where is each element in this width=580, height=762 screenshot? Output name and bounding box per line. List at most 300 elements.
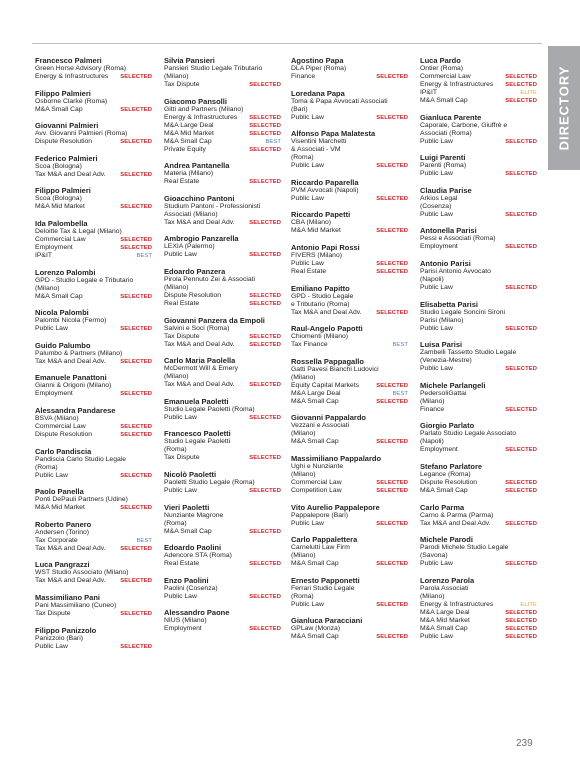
directory-entry bbox=[164, 503, 281, 536]
lawyer-name: Giovanni Panzera da Empoli bbox=[164, 315, 265, 325]
lawyer-name: Paolo Panella bbox=[35, 487, 84, 497]
practice-row bbox=[35, 252, 152, 260]
directory-entry bbox=[35, 219, 152, 260]
practice-area: M&A Small Cap bbox=[291, 438, 339, 446]
practice-area: Energy & Infrastructures bbox=[35, 73, 109, 80]
practice-area: Public Law bbox=[35, 471, 68, 479]
practice-area: Energy & Infrastructures bbox=[420, 600, 494, 608]
firm-line: Legance (Roma) bbox=[420, 470, 471, 478]
firm-line: Green Horse Advisory (Roma) bbox=[35, 65, 127, 72]
practice-row bbox=[35, 577, 152, 585]
practice-area: Competition Law bbox=[291, 486, 342, 494]
lawyer-name: Silvia Pansieri bbox=[164, 56, 215, 65]
firm-line: (Milano) bbox=[291, 470, 316, 478]
ranking-tag: SELECTED bbox=[376, 195, 408, 202]
ranking-tag: SELECTED bbox=[120, 423, 152, 430]
practice-area: Tax M&A and Deal Adv. bbox=[164, 218, 235, 226]
ranking-tag: SELECTED bbox=[249, 414, 281, 421]
directory-column-4 bbox=[420, 56, 537, 648]
firm-line: Studio Legale Paoletti (Roma) bbox=[164, 405, 255, 413]
ranking-tag: SELECTED bbox=[249, 300, 281, 307]
lawyer-name: Giorgio Parlato bbox=[420, 421, 475, 431]
ranking-tag: SELECTED bbox=[120, 293, 152, 300]
firm-line: PVM Avvocati (Napoli) bbox=[291, 186, 359, 194]
practice-row bbox=[35, 390, 152, 398]
firm-line: LEXIA (Palermo) bbox=[164, 243, 215, 251]
ranking-tag: SELECTED bbox=[376, 309, 408, 316]
ranking-tag: SELECTED bbox=[120, 106, 152, 113]
ranking-tag: SELECTED bbox=[249, 114, 281, 121]
practice-row bbox=[420, 601, 537, 609]
ranking-tag: SELECTED bbox=[376, 520, 408, 527]
practice-row bbox=[291, 382, 408, 390]
lawyer-name: Gianluca Parente bbox=[420, 112, 482, 122]
practice-area: Employment bbox=[420, 446, 458, 454]
directory-entry bbox=[164, 397, 281, 422]
practice-area: Commercial Law bbox=[35, 422, 86, 430]
directory-entry bbox=[164, 429, 281, 462]
practice-row bbox=[164, 122, 281, 130]
ranking-tag: SELECTED bbox=[120, 578, 152, 585]
firm-line: Palumbo & Partners (Milano) bbox=[35, 349, 123, 357]
ranking-tag: SELECTED bbox=[505, 487, 537, 494]
firm-line: Andersen (Torino) bbox=[35, 528, 90, 536]
firm-line: (Milano) bbox=[164, 73, 189, 80]
firm-line: McDermott Will & Emery bbox=[164, 365, 239, 373]
firm-line: Ferrari Studio Legale bbox=[291, 584, 355, 592]
practice-area: Energy & Infrastructures bbox=[420, 81, 494, 88]
lawyer-name: Ernesto Papponetti bbox=[291, 575, 360, 585]
lawyer-name: Luigi Parenti bbox=[420, 153, 466, 163]
practice-area: M&A Large Deal bbox=[291, 389, 341, 397]
lawyer-name: Massimiliano Pani bbox=[35, 592, 101, 602]
lawyer-name: Rossella Pappagallo bbox=[291, 356, 364, 366]
practice-area: Private Equity bbox=[164, 145, 206, 153]
ranking-tag: SELECTED bbox=[376, 382, 408, 389]
directory-entry bbox=[291, 284, 408, 317]
lawyer-name: Andrea Pantanella bbox=[164, 161, 230, 171]
practice-area: M&A Mid Market bbox=[35, 504, 85, 512]
ranking-tag: SELECTED bbox=[505, 406, 537, 413]
directory-entry bbox=[35, 341, 152, 366]
directory-entry bbox=[291, 616, 408, 641]
firm-line: Nunziante Magrone bbox=[164, 511, 224, 519]
directory-entry bbox=[420, 56, 537, 105]
ranking-tag: BEST bbox=[136, 252, 152, 259]
practice-row bbox=[35, 171, 152, 179]
ranking-tag: SELECTED bbox=[120, 472, 152, 479]
practice-area: Tax M&A and Deal Adv. bbox=[35, 577, 106, 585]
ranking-tag: SELECTED bbox=[249, 528, 281, 535]
practice-area: Tax M&A and Deal Adv. bbox=[164, 340, 235, 348]
practice-row bbox=[164, 178, 281, 186]
practice-area: Tax Corporate bbox=[35, 536, 78, 544]
lawyer-name: Giovanni Palmieri bbox=[35, 121, 99, 131]
practice-row bbox=[420, 97, 537, 105]
practice-row bbox=[291, 114, 408, 122]
practice-row bbox=[35, 293, 152, 301]
firm-line: GPD - Studio Legale bbox=[291, 292, 354, 300]
lawyer-name: Luca Pardo bbox=[420, 56, 461, 65]
practice-row bbox=[291, 195, 408, 203]
ranking-tag: SELECTED bbox=[376, 260, 408, 267]
practice-row bbox=[420, 243, 537, 251]
firm-line: Ontier (Roma) bbox=[420, 65, 464, 72]
practice-area: M&A Mid Market bbox=[420, 616, 470, 624]
practice-row bbox=[420, 560, 537, 568]
practice-row bbox=[164, 114, 281, 122]
firm-line: Parlato Studio Legale Associato bbox=[420, 430, 516, 438]
firm-line: (Cosenza) bbox=[420, 202, 452, 210]
firm-line: Associati (Milano) bbox=[164, 210, 218, 218]
section-tab-label: DIRECTORY bbox=[556, 65, 572, 151]
lawyer-name: Antonio Papi Rossi bbox=[291, 242, 360, 252]
directory-entry bbox=[35, 406, 152, 439]
practice-row bbox=[35, 504, 152, 512]
practice-area: Finance bbox=[420, 405, 445, 413]
lawyer-name: Luisa Parisi bbox=[420, 340, 463, 350]
lawyer-name: Carlo Maria Paolella bbox=[164, 356, 236, 366]
practice-area: Tax Dispute bbox=[164, 454, 200, 462]
firm-line: Ponti DePauli Partners (Udine) bbox=[35, 496, 128, 504]
firm-line: Carnelutti Law Firm bbox=[291, 544, 350, 552]
page-number: 239 bbox=[516, 738, 533, 749]
lawyer-name: Claudia Parise bbox=[420, 185, 472, 195]
directory-entry bbox=[164, 234, 281, 259]
ranking-tag: SELECTED bbox=[120, 358, 152, 365]
practice-area: Commercial Law bbox=[35, 235, 86, 243]
practice-row bbox=[35, 545, 152, 553]
lawyer-name: Gioacchino Pantoni bbox=[164, 193, 235, 203]
top-rule bbox=[32, 43, 542, 44]
lawyer-name: Vito Aurelio Pappalepore bbox=[291, 502, 380, 512]
lawyer-name: Emanuela Paoletti bbox=[164, 396, 229, 406]
lawyer-name: Ida Palombella bbox=[35, 218, 88, 228]
ranking-tag: SELECTED bbox=[249, 333, 281, 340]
firm-line: Arkios Legal bbox=[420, 194, 458, 202]
directory-entry bbox=[35, 626, 152, 651]
practice-area: Public Law bbox=[420, 137, 453, 145]
practice-row bbox=[35, 610, 152, 618]
firm-line: (Roma) bbox=[291, 154, 314, 162]
ranking-tag: SELECTED bbox=[249, 219, 281, 226]
firm-line: Pandiscia Carlo Studio Legale bbox=[35, 455, 127, 463]
practice-row bbox=[420, 609, 537, 617]
ranking-tag: ELITE bbox=[520, 601, 537, 608]
directory-entry bbox=[164, 576, 281, 601]
practice-area: Tax M&A and Deal Adv. bbox=[291, 308, 362, 316]
firm-line: Parola Associati bbox=[420, 584, 469, 592]
ranking-tag: SELECTED bbox=[505, 561, 537, 568]
ranking-tag: SELECTED bbox=[249, 487, 281, 494]
ranking-tag: SELECTED bbox=[120, 545, 152, 552]
directory-column-3 bbox=[291, 56, 408, 649]
lawyer-name: Elisabetta Parisi bbox=[420, 299, 478, 309]
firm-line: Carno & Parma (Parma) bbox=[420, 511, 494, 519]
practice-area: Public Law bbox=[35, 325, 68, 333]
practice-row bbox=[291, 633, 408, 641]
directory-entry bbox=[291, 243, 408, 276]
practice-area: Real Estate bbox=[164, 299, 200, 307]
ranking-tag: SELECTED bbox=[505, 366, 537, 373]
firm-line: Salvini e Soci (Roma) bbox=[164, 324, 230, 332]
lawyer-name: Raul-Angelo Papotti bbox=[291, 324, 363, 334]
practice-row bbox=[164, 81, 281, 89]
lawyer-name: Edoardo Panzera bbox=[164, 266, 226, 276]
practice-area: Real Estate bbox=[164, 178, 200, 186]
ranking-tag: SELECTED bbox=[249, 455, 281, 462]
practice-row bbox=[291, 341, 408, 349]
directory-entry bbox=[35, 593, 152, 618]
practice-area: M&A Small Cap bbox=[420, 624, 468, 632]
lawyer-name: Vieri Paoletti bbox=[164, 502, 210, 512]
firm-line: (Milano) bbox=[164, 373, 189, 381]
directory-entry bbox=[291, 89, 408, 122]
firm-line: Materia (Milano) bbox=[164, 170, 214, 178]
directory-entry bbox=[35, 268, 152, 301]
practice-area: IP&IT bbox=[420, 89, 437, 96]
practice-row bbox=[35, 423, 152, 431]
practice-area: M&A Large Deal bbox=[164, 121, 214, 129]
lawyer-name: Filippo Palmieri bbox=[35, 186, 91, 196]
ranking-tag: SELECTED bbox=[505, 447, 537, 454]
practice-area: M&A Mid Market bbox=[291, 227, 341, 235]
practice-area: Public Law bbox=[164, 413, 197, 421]
practice-area: Equity Capital Markets bbox=[291, 381, 359, 389]
lawyer-name: Federico Palmieri bbox=[35, 153, 98, 163]
directory-entry bbox=[35, 560, 152, 585]
firm-line: (Bari) bbox=[291, 105, 308, 113]
lawyer-name: Roberto Panero bbox=[35, 519, 92, 529]
directory-entry bbox=[420, 535, 537, 568]
ranking-tag: SELECTED bbox=[249, 179, 281, 186]
directory-entry bbox=[291, 324, 408, 349]
practice-area: M&A Mid Market bbox=[35, 203, 85, 211]
practice-area: Public Law bbox=[420, 210, 453, 218]
directory-entry bbox=[164, 194, 281, 227]
practice-row bbox=[35, 138, 152, 146]
practice-area: Dispute Resolution bbox=[420, 478, 478, 486]
directory-entry bbox=[164, 470, 281, 495]
lawyer-name: Francesco Palmeri bbox=[35, 56, 102, 65]
practice-row bbox=[164, 333, 281, 341]
firm-line: Scoa (Bologna) bbox=[35, 195, 82, 203]
ranking-tag: SELECTED bbox=[249, 130, 281, 137]
directory-entry bbox=[164, 161, 281, 186]
practice-area: Public Law bbox=[291, 259, 324, 267]
ranking-tag: SELECTED bbox=[120, 171, 152, 178]
practice-row bbox=[420, 520, 537, 528]
firm-line: (Roma) bbox=[164, 519, 187, 527]
ranking-tag: SELECTED bbox=[376, 163, 408, 170]
firm-line: Chiomenti (Milano) bbox=[291, 333, 349, 341]
ranking-tag: SELECTED bbox=[120, 391, 152, 398]
directory-entry bbox=[291, 454, 408, 495]
firm-line: Pirola Pennuto Zei & Associati bbox=[164, 275, 256, 283]
firm-line: GPD - Studio Legale e Tributario bbox=[35, 276, 134, 284]
practice-area: M&A Small Cap bbox=[420, 486, 468, 494]
practice-row bbox=[291, 560, 408, 568]
practice-area: Dispute Resolution bbox=[35, 430, 93, 438]
practice-area: M&A Small Cap bbox=[291, 560, 339, 568]
practice-row bbox=[420, 211, 537, 219]
ranking-tag: SELECTED bbox=[376, 634, 408, 641]
firm-line: Paolini (Cosenza) bbox=[164, 584, 218, 592]
practice-area: Public Law bbox=[420, 560, 453, 568]
practice-row bbox=[35, 643, 152, 651]
practice-area: Tax Dispute bbox=[164, 81, 200, 88]
practice-area: Public Law bbox=[420, 283, 453, 291]
ranking-tag: SELECTED bbox=[120, 610, 152, 617]
practice-area: Tax Finance bbox=[291, 341, 328, 349]
ranking-tag: SELECTED bbox=[505, 171, 537, 178]
practice-row bbox=[291, 268, 408, 276]
ranking-tag: SELECTED bbox=[376, 439, 408, 446]
lawyer-name: Loredana Papa bbox=[291, 88, 345, 98]
practice-row bbox=[35, 358, 152, 366]
ranking-tag: SELECTED bbox=[120, 326, 152, 333]
practice-area: Tax M&A and Deal Adv. bbox=[420, 519, 491, 527]
practice-row bbox=[291, 260, 408, 268]
practice-area: Public Law bbox=[291, 162, 324, 170]
ranking-tag: SELECTED bbox=[249, 626, 281, 633]
directory-entry bbox=[164, 316, 281, 349]
firm-line: WST Studio Associato (Milano) bbox=[35, 569, 129, 577]
lawyer-name: Edoardo Paolini bbox=[164, 543, 222, 553]
practice-row bbox=[291, 487, 408, 495]
practice-row bbox=[164, 219, 281, 227]
directory-entry bbox=[420, 503, 537, 528]
firm-line: GPLaw (Monza) bbox=[291, 625, 341, 633]
lawyer-name: Alessandra Pandarese bbox=[35, 405, 116, 415]
ranking-tag: SELECTED bbox=[249, 593, 281, 600]
practice-row bbox=[35, 73, 152, 81]
directory-entry bbox=[35, 186, 152, 211]
practice-row bbox=[291, 520, 408, 528]
practice-area: M&A Small Cap bbox=[164, 527, 212, 535]
directory-columns bbox=[35, 56, 540, 716]
directory-column-2 bbox=[164, 56, 281, 641]
practice-row bbox=[164, 560, 281, 568]
firm-line: Associati (Roma) bbox=[420, 129, 472, 137]
directory-entry bbox=[420, 186, 537, 219]
ranking-tag: SELECTED bbox=[505, 633, 537, 640]
ranking-tag: SELECTED bbox=[249, 341, 281, 348]
lawyer-name: Carlo Parma bbox=[420, 502, 465, 512]
practice-area: M&A Small Cap bbox=[291, 633, 339, 641]
ranking-tag: SELECTED bbox=[120, 643, 152, 650]
directory-entry bbox=[35, 447, 152, 480]
firm-line: PedersoliGattai bbox=[420, 389, 467, 397]
firm-line: Adencore STA (Roma) bbox=[164, 552, 232, 560]
practice-row bbox=[291, 309, 408, 317]
ranking-tag: SELECTED bbox=[120, 236, 152, 243]
practice-area: M&A Small Cap bbox=[164, 137, 212, 145]
firm-line: Avv. Giovanni Palmieri (Roma) bbox=[35, 130, 128, 138]
ranking-tag: BEST bbox=[136, 537, 152, 544]
lawyer-name: Massimiliano Pappalardo bbox=[291, 453, 382, 463]
practice-area: Public Law bbox=[35, 642, 68, 650]
lawyer-name: Luca Pangrazzi bbox=[35, 560, 90, 570]
firm-line: Pessi e Associati (Roma) bbox=[420, 235, 496, 243]
firm-line: NIUS (Milano) bbox=[164, 617, 207, 625]
practice-area: Real Estate bbox=[291, 267, 327, 275]
firm-line: CBA (Milano) bbox=[291, 219, 332, 227]
firm-line: FIVERS (Milano) bbox=[291, 251, 342, 259]
practice-area: Employment bbox=[35, 390, 73, 398]
practice-row bbox=[35, 537, 152, 545]
directory-entry bbox=[35, 373, 152, 398]
practice-row bbox=[420, 625, 537, 633]
practice-row bbox=[420, 325, 537, 333]
firm-line: e Tributario (Roma) bbox=[291, 300, 350, 308]
directory-entry bbox=[164, 97, 281, 154]
practice-area: Energy & Infrastructures bbox=[164, 113, 238, 121]
lawyer-name: Antonio Parisi bbox=[420, 258, 471, 268]
practice-row bbox=[291, 227, 408, 235]
section-tab bbox=[548, 46, 580, 170]
practice-row bbox=[420, 365, 537, 373]
practice-row bbox=[164, 487, 281, 495]
directory-entry bbox=[291, 535, 408, 568]
practice-row bbox=[420, 617, 537, 625]
firm-line: Gitti and Partners (Milano) bbox=[164, 105, 244, 113]
lawyer-name: Ambrogio Panzarella bbox=[164, 234, 239, 244]
firm-line: Gatti Pavesi Bianchi Ludovici bbox=[291, 365, 379, 373]
ranking-tag: SELECTED bbox=[505, 98, 537, 104]
directory-entry bbox=[164, 56, 281, 89]
directory-entry bbox=[35, 520, 152, 553]
firm-line: Deloitte Tax & Legal (Milano) bbox=[35, 227, 122, 235]
lawyer-name: Riccardo Paparella bbox=[291, 177, 359, 187]
practice-row bbox=[291, 601, 408, 609]
practice-area: Tax Dispute bbox=[164, 332, 200, 340]
practice-area: Employment bbox=[35, 243, 73, 251]
firm-line: Parisi (Milano) bbox=[420, 316, 464, 324]
directory-entry bbox=[35, 308, 152, 333]
ranking-tag: SELECTED bbox=[249, 292, 281, 299]
practice-area: Public Law bbox=[420, 365, 453, 373]
practice-row bbox=[420, 487, 537, 495]
practice-row bbox=[420, 479, 537, 487]
firm-line: Parodi Michele Studio Legale bbox=[420, 544, 509, 552]
practice-area: Finance bbox=[291, 73, 316, 80]
practice-area: Public Law bbox=[164, 592, 197, 600]
practice-row bbox=[35, 431, 152, 439]
ranking-tag: BEST bbox=[392, 342, 408, 349]
ranking-tag: SELECTED bbox=[376, 228, 408, 235]
ranking-tag: SELECTED bbox=[505, 82, 537, 88]
firm-line: & Associati - VM bbox=[291, 146, 341, 154]
directory-entry bbox=[35, 56, 152, 81]
practice-area: Public Law bbox=[420, 170, 453, 178]
ranking-tag: SELECTED bbox=[120, 244, 152, 251]
practice-row bbox=[164, 292, 281, 300]
practice-area: M&A Large Deal bbox=[420, 608, 470, 616]
ranking-tag: SELECTED bbox=[249, 561, 281, 568]
lawyer-name: Gianluca Paracciani bbox=[291, 616, 363, 626]
lawyer-name: Michele Parlangeli bbox=[420, 380, 486, 390]
directory-entry bbox=[35, 154, 152, 179]
directory-entry bbox=[291, 357, 408, 406]
ranking-tag: SELECTED bbox=[505, 284, 537, 291]
directory-entry bbox=[35, 89, 152, 114]
practice-area: M&A Small Cap bbox=[35, 105, 83, 113]
directory-entry bbox=[420, 340, 537, 373]
firm-line: (Roma) bbox=[35, 463, 58, 471]
practice-area: Employment bbox=[420, 243, 458, 251]
ranking-tag: SELECTED bbox=[376, 479, 408, 486]
